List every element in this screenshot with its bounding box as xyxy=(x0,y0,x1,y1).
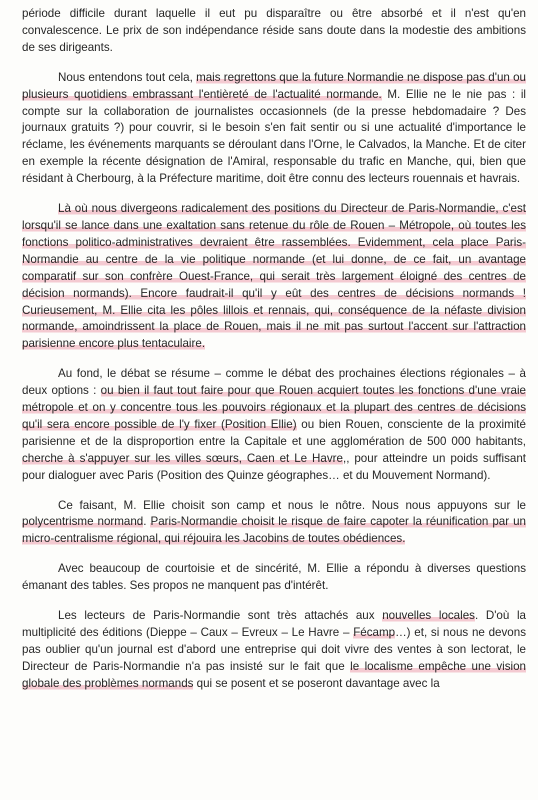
paragraph-2 xyxy=(22,70,526,188)
paragraph-6 xyxy=(22,561,526,595)
highlighted-text: mais regrettons que la future Normandie ne dispose pas d'un ou plusieurs quotidiens embrassant l'entièreté de l'actualité normande. xyxy=(22,70,526,101)
text-run: M. Ellie ne le nie pas : il compte sur la collaboration de journalistes occasionnels (de la presse hebdomadaire ? Des journaux gratuits ?) pour couvrir, si le besoin s'en fait sentir ou si une actualité d'importance le réclame, les événements marquants se déroulant dans l'Orne, le Calvados, la Manche. Et de citer en exemple la récente désignation de l'Amiral, responsable du trafic en Manche, qui, bien que résidant à Cherbourg, à la Préfecture maritime, doit être connu des lecteurs rouennais et havrais. xyxy=(22,87,527,186)
text-run: . D'où la multiplicité des éditions (Dieppe – Caux – Evreux – Le Havre – xyxy=(22,609,526,639)
text-run: ou bien Rouen, consciente de la proximité parisienne et de la disproportion entre la Capitale et une agglomération de 500 000 habitants, xyxy=(22,417,526,448)
text-run: ,, pour atteindre un poids suffisant pour dialoguer avec Paris (Position des Quinze géographes… et du Mouvement Normand). xyxy=(22,451,527,482)
highlighted-text: ou bien il faut tout faire pour que Rouen acquiert toutes les fonctions d'une vraie métropole et on y concentre tous les pouvoirs régionaux et la plupart des centres de décisions qu'il sera encore possible de l'y fixer (Position Ellie) xyxy=(22,384,526,431)
text-run: Ce faisant, M. Ellie choisit son camp et nous le nôtre. Nous nous appuyons sur le xyxy=(58,498,526,512)
paragraph-4 xyxy=(22,366,526,484)
text-run: Les lecteurs de Paris-Normandie sont très attachés aux xyxy=(58,609,383,623)
highlighted-text: le localisme empêche une vision globale des problèmes normands xyxy=(22,659,526,690)
text-run: Au fond, le débat se résume – comme le débat des prochaines élections régionales – à deux options : xyxy=(22,367,526,398)
highlighted-text: nouvelles locales xyxy=(382,609,475,623)
text-run: Avec beaucoup de courtoisie et de sincérité, M. Ellie a répondu à diverses questions émanant des tables. Ses propos ne manquent pas d'intérêt. xyxy=(22,562,526,593)
text-run: …) et, si nous ne devons pas oublier qu'un journal est d'abord une entreprise qui doit vivre des ventes à son lectorat, le Directeur de Paris-Normandie n'a pas insisté sur le fait que xyxy=(22,626,526,673)
paragraph-5 xyxy=(22,498,526,549)
paragraph-3 xyxy=(22,201,526,353)
text-run: . xyxy=(143,515,151,529)
highlighted-text: cherche à s'appuyer sur les villes sœurs, Caen et Le Havre xyxy=(22,451,343,465)
highlighted-text: Paris-Normandie choisit le risque de faire capoter la réunification par un micro-centralisme régional, qui réjouira les Jacobins de toutes obédiences. xyxy=(22,515,526,546)
paragraph-7 xyxy=(22,608,526,693)
paragraph-1 xyxy=(22,6,526,57)
highlighted-text: Là où nous divergeons radicalement des positions du Directeur de Paris-Normandie, c'est lorsqu'il se lance dans une exaltation sans retenue du rôle de Rouen – Métropole, où toutes les fonctions politico-administratives devraient être rassemblées. Evidemment, cela place Paris-Normandie au centre de la vie politique normande (et lui donne, de ce fait, un avantage comparatif sur son confrère Ouest-France, qui serait très largement éloigné des centres de décision normands). Encore faudrait-il qu'il y eût des centres de décisions normands ! Curieusement, M. Ellie cita les pôles lillois et rennais, qui, conséquence de la néfaste division normande, amoindrissent la place de Rouen, mais il ne mit pas surtout l'accent sur l'attraction parisienne encore plus tentaculaire. xyxy=(22,202,526,351)
text-run: Nous entendons tout cela, xyxy=(58,70,197,84)
text-run: période difficile durant laquelle il eut pu disparaître ou être absorbé et il n'est qu'en convalescence. Le prix de son indépendance réside sans doute dans la modestie des ambitions de ses dirigeants. xyxy=(22,7,526,54)
text-run: qui se posent et se poseront davantage avec la xyxy=(193,676,440,690)
highlighted-text: Fécamp xyxy=(353,626,396,639)
highlighted-text: polycentrisme normand xyxy=(22,515,144,529)
